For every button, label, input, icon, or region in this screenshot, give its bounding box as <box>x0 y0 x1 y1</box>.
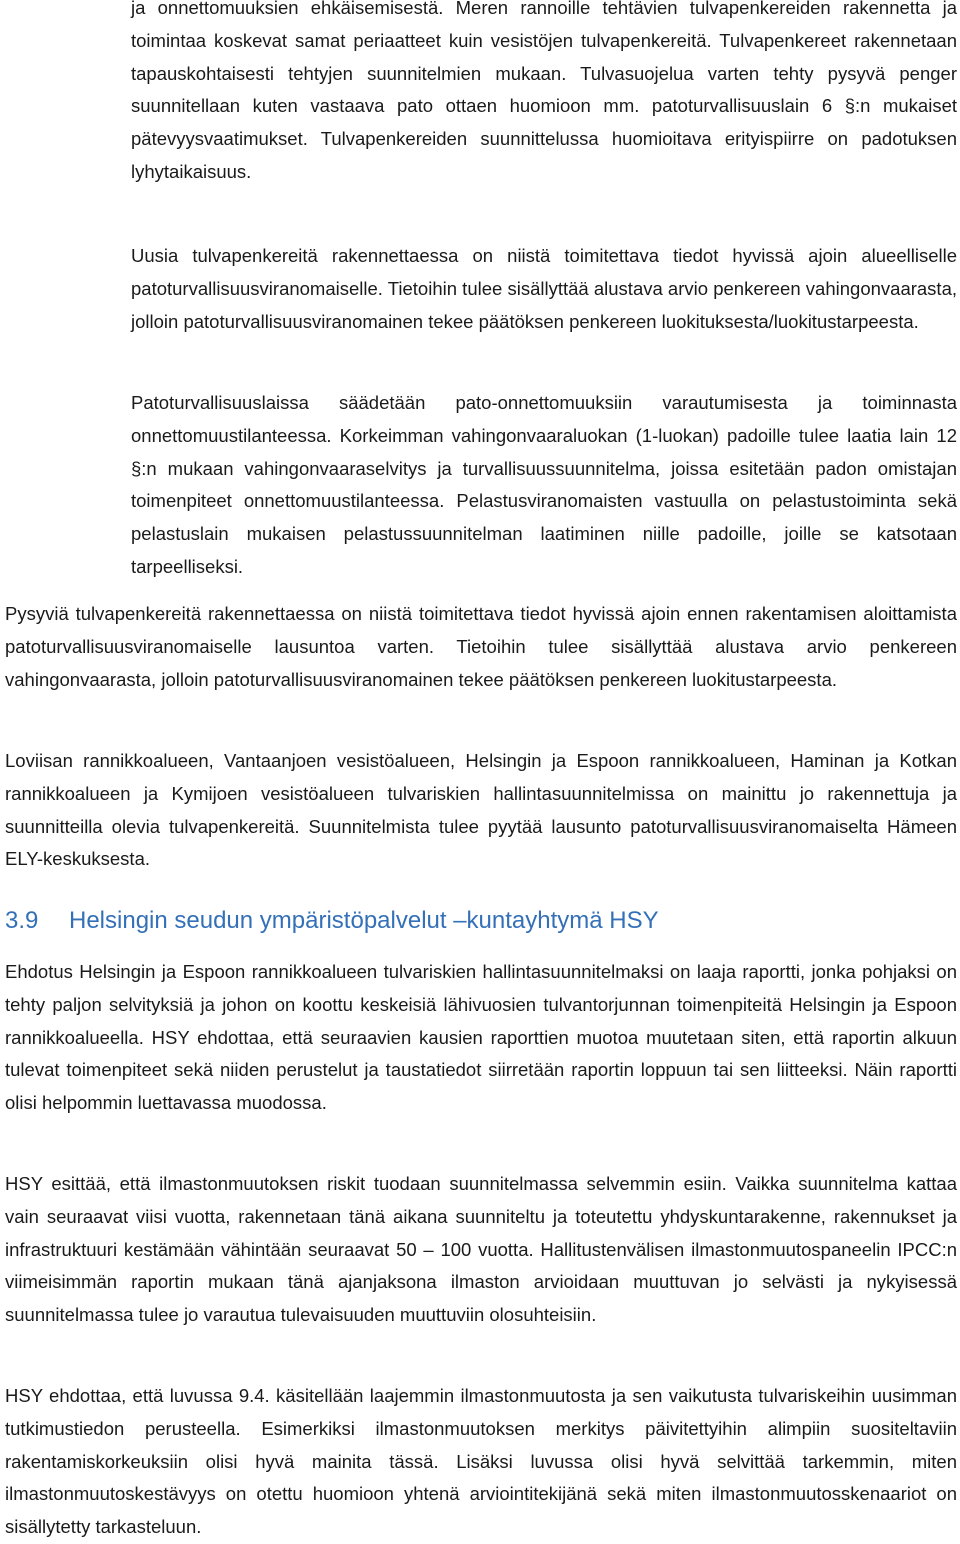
quoted-paragraph-3: Patoturvallisuuslaissa säädetään pato-onnettomuuksiin varautumisesta ja toiminnasta onnettomuustilanteessa. Korkeimman vahingonvaaraluokan (1-luokan) padoille tulee laatia lain 12 §:n mukaan vahingonvaaraselvitys ja turvallisuussuunnitelma, joissa esitetään padon omistajan toimenpiteet onnettomuustilanteessa. Pelastusviranomaisten vastuulla on pelastustoiminta sekä pelastuslain mukaisen pelastussuunnitelman laatiminen niille padoille, joille se katsotaan tarpeelliseksi. <box>131 392 957 577</box>
section-title: Helsingin seudun ympäristöpalvelut –kuntayhtymä HSY <box>69 907 659 934</box>
quoted-paragraph-2: Uusia tulvapenkereitä rakennettaessa on niistä toimitettava tiedot hyvissä ajoin alueelliselle patoturvallisuusviranomaiselle. Tietoihin tulee sisällyttää alustava arvio penkereen vahingonvaarasta, jolloin patoturvallisuusviranomainen tekee päätöksen penkereen luokituksesta/luokitustarpeesta. <box>131 245 957 332</box>
section-number: 3.9 <box>5 907 39 934</box>
section-heading <box>5 904 659 938</box>
section-paragraph-1: Ehdotus Helsingin ja Espoon rannikkoalueen tulvariskien hallintasuunnitelmaksi on laaja raportti, jonka pohjaksi on tehty paljon selvityksiä ja johon on koottu keskeisiä lähivuosien tulvantorjunnan toimenpiteitä Helsingin ja Espoon rannikkoalueella. HSY ehdottaa, että seuraavien kausien raporttien muotoa muutetaan siten, että raportin alkuun tulevat toimenpiteet sekä niiden perustelut ja taustatiedot siirretään raportin loppuun tai sen liitteeksi. Näin raportti olisi helpommin luettavassa muodossa. <box>5 961 957 1114</box>
section-paragraph-3: HSY ehdottaa, että luvussa 9.4. käsitellään laajemmin ilmastonmuutosta ja sen vaikutusta tulvariskeihin uusimman tutkimustiedon perusteella. Esimerkiksi ilmastonmuutoksen merkitys päivitettyihin alimpiin suositeltaviin rakentamiskorkeuksiin olisi hyvä mainita tässä. Lisäksi luvussa olisi hyvä selvittää tarkemmin, miten ilmastonmuutoskestävyys on otettu huomioon yhtenä arviointitekijänä sekä miten ilmastonmuutosskenaariot on sisällytetty tarkasteluun. <box>5 1385 957 1538</box>
body-paragraph-1: Pysyviä tulvapenkereitä rakennettaessa on niistä toimitettava tiedot hyvissä ajoin ennen rakentamisen aloittamista patoturvallisuusviranomaiselle lausuntoa varten. Tietoihin tulee sisällyttää alustava arvio penkereen vahingonvaarasta, jolloin patoturvallisuusviranomainen tekee päätöksen penkereen luokitustarpeesta. <box>5 603 957 690</box>
section-paragraph-2: HSY esittää, että ilmastonmuutoksen riskit tuodaan suunnitelmassa selvemmin esiin. Vaikka suunnitelma kattaa vain seuraavat viisi vuotta, rakennetaan tänä aikana suunniteltu ja toteutettu yhdyskuntarakenne, rakennukset ja infrastruktuuri kestämään vähintään seuraavat 50 – 100 vuotta. Hallitustenvälisen ilmastonmuutospaneelin IPCC:n viimeisimmän raportin mukaan tänä ajanjaksona ilmaston arvioidaan muuttuvan jo selvästi ja nykyisessä suunnitelmassa tulee jo varautua tulevaisuuden muuttuviin olosuhteisiin. <box>5 1173 957 1326</box>
quoted-paragraph-1: ja onnettomuuksien ehkäisemisestä. Meren rannoille tehtävien tulvapenkereiden rakennetta ja toimintaa koskevat samat periaatteet kuin vesistöjen tulvapenkereitä. Tulvapenkereet rakennetaan tapauskohtaisesti tehtyjen suunnitelmien mukaan. Tulvasuojelua varten tehty pysyvä penger suunnitellaan kuten vastaava pato ottaen huomioon mm. patoturvallisuuslain 6 §:n mukaiset pätevyysvaatimukset. Tulvapenkereiden suunnittelussa huomioitava erityispiirre on padotuksen lyhytaikaisuus. <box>131 0 957 182</box>
body-paragraph-2: Loviisan rannikkoalueen, Vantaanjoen vesistöalueen, Helsingin ja Espoon rannikkoalueen, Haminan ja Kotkan rannikkoalueen ja Kymijoen vesistöalueen tulvariskien hallintasuunnitelmissa on mainittu jo rakennettuja ja suunnitteilla olevia tulvapenkereitä. Suunnitelmista tulee pyytää lausunto patoturvallisuusviranomaiselta Hämeen ELY-keskuksesta. <box>5 750 957 870</box>
